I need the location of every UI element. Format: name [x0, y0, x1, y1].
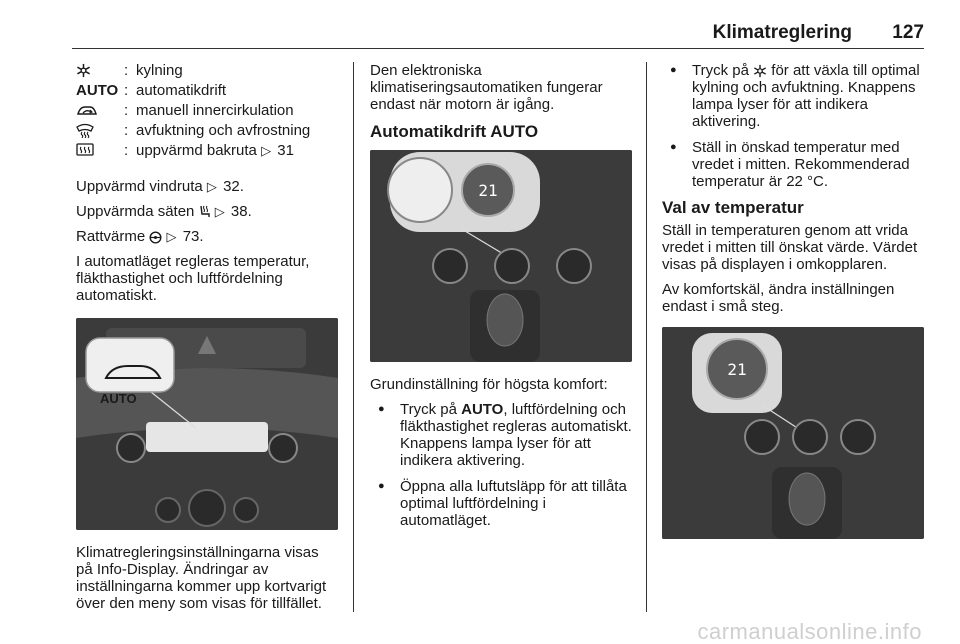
temperature-paragraph-2: Av komfortskäl, ändra inställningen endast i små steg.	[662, 281, 895, 315]
auto-bullet-list	[370, 401, 632, 529]
list-item: ● Tryck på AUTO, luftfördelning och fläkthastighet regleras automatiskt. Knappens lampa lyser för att indikera aktivering.	[370, 401, 632, 469]
list-item: ● Öppna alla luftutsläpp för att tillåta optimal luftfördelning i automatläget.	[370, 478, 632, 529]
page-header	[72, 10, 924, 49]
figure-auto-controls	[370, 150, 632, 362]
figure-auto-badge: AUTO	[100, 391, 137, 406]
page-number: 127	[892, 22, 924, 43]
snowflake-icon	[753, 64, 767, 78]
knob-display-readout: 21	[727, 360, 747, 379]
cooling-bullet-list	[662, 62, 924, 190]
figure-temperature-knob	[662, 327, 924, 539]
column-3	[662, 62, 924, 539]
controls-illustration	[370, 150, 632, 362]
reference-arrow-icon: ▷	[261, 143, 272, 158]
list-item: ● Tryck på för att växla till optimal kylning och avfuktning. Knappens lampa lyser för att indikera aktivering.	[662, 62, 924, 130]
legend-row-auto: AUTO : automatikdrift	[76, 82, 227, 99]
column-divider-2	[646, 62, 647, 612]
controls-display-readout: 21	[478, 181, 498, 200]
recirculation-car-icon	[76, 104, 98, 118]
temperature-paragraph-1: Ställ in temperaturen genom att vrida vredet i mitten till önskat värde. Värdet visas på displayen i omkopplaren.	[662, 222, 918, 273]
heated-steering-wheel-icon	[149, 231, 162, 244]
snowflake-icon	[76, 63, 91, 78]
legend-row-rear-window: : uppvärmd bakruta ▷ 31	[76, 142, 338, 159]
figure-caption: Klimatregleringsinställningarna visas på Info-Display. Ändringar av inställningarna kommer upp kortvarigt över den meny som visas för tillfället.	[76, 544, 327, 612]
reference-arrow-icon: ▷	[206, 179, 217, 194]
reference-arrow-icon: ▷	[214, 204, 225, 219]
column-2	[370, 62, 632, 538]
legend-row-recirculation: : manuell innercirkulation	[76, 102, 338, 119]
figure-dashboard-auto	[76, 318, 338, 530]
windscreen-ref: Uppvärmd vindruta ▷ 32.	[76, 178, 244, 195]
rear-window-heat-icon	[76, 143, 94, 158]
watermark: carmanualsonline.info	[697, 619, 922, 644]
knob-illustration	[662, 327, 924, 539]
legend-row-cooling: : kylning	[76, 62, 338, 79]
auto-symbol: AUTO	[76, 82, 119, 99]
auto-paragraph: I automatläget regleras temperatur, fläkthastighet och luftfördelning automatiskt.	[76, 253, 310, 304]
wheel-ref: Rattvärme ▷ 73.	[76, 228, 204, 245]
section-heading-auto: Automatikdrift AUTO	[370, 122, 539, 141]
seats-ref: Uppvärmda säten ▷ 38.	[76, 203, 252, 220]
column-divider-1	[353, 62, 354, 612]
reference-arrow-icon: ▷	[166, 229, 177, 244]
base-setting-text: Grundinställning för högsta komfort:	[370, 376, 608, 393]
section-heading-temperature: Val av temperatur	[662, 198, 804, 217]
list-item: ● Ställ in önskad temperatur med vredet i mitten. Rekommenderad temperatur är 22 °C.	[662, 139, 924, 190]
dashboard-illustration	[76, 318, 338, 530]
defrost-windscreen-icon	[76, 123, 94, 138]
heated-seat-icon	[199, 205, 211, 219]
legend-row-defrost: : avfuktning och avfrostning	[76, 122, 338, 139]
column-1	[76, 62, 338, 620]
intro-paragraph: Den elektroniska klimatiseringsautomatiken fungerar endast när motorn är igång.	[370, 62, 603, 113]
page-title: Klimatreglering	[712, 22, 852, 43]
